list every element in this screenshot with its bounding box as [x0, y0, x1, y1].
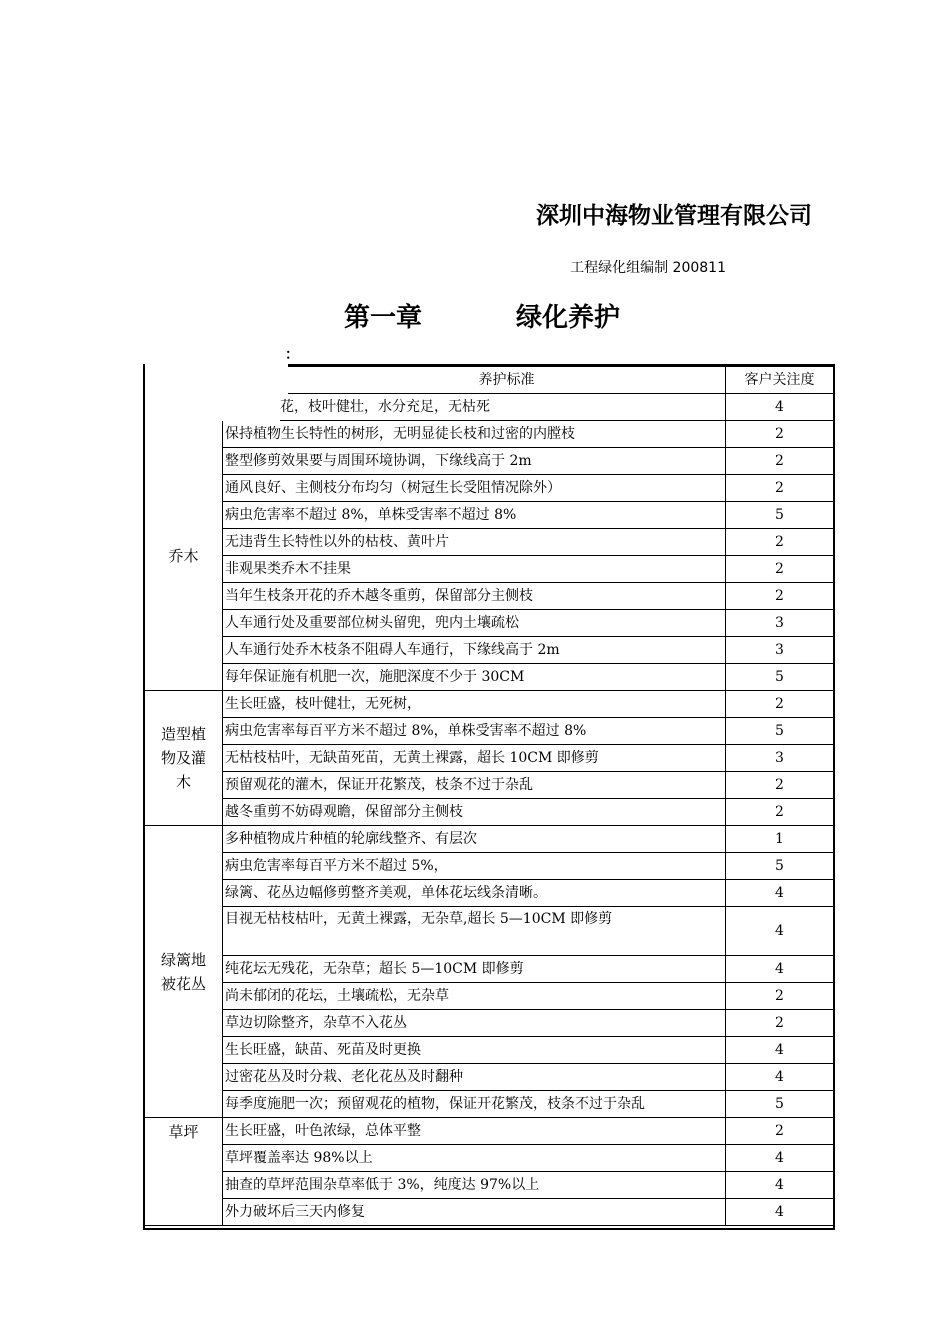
standard-cell: 非观果类乔木不挂果	[223, 556, 726, 582]
table-row	[223, 691, 833, 718]
column-header-attention: 客户关注度	[726, 367, 833, 394]
category-cell: 造型植物及灌木	[145, 691, 223, 826]
attention-cell: 2	[775, 561, 784, 577]
attention-cell: 5	[775, 858, 784, 874]
table-row	[223, 421, 833, 448]
table-row	[223, 502, 833, 529]
table-right-border	[833, 364, 835, 1230]
table-row	[223, 448, 833, 475]
attention-cell: 2	[775, 696, 784, 712]
attention-cell: 3	[775, 750, 784, 766]
attention-cell: 4	[775, 1042, 784, 1058]
standard-cell: 每年保证施有机肥一次，施肥深度不少于 30CM	[223, 664, 726, 690]
standard-cell: 人车通行处乔木枝条不阻碍人车通行，下缘线高于 2m	[223, 637, 726, 663]
compiler-note: 工程绿化组编制 200811	[570, 260, 726, 276]
standard-cell: 目视无枯枝枯叶，无黄土裸露，无杂草,超长 5—10CM 即修剪	[223, 907, 726, 955]
table-bottom-border	[143, 1228, 835, 1230]
first-row-standard: 花，枝叶健壮，水分充足，无枯死	[280, 394, 726, 421]
attention-cell: 4	[775, 923, 784, 939]
table-row	[223, 983, 833, 1010]
table-row	[223, 637, 833, 664]
table-row	[223, 799, 833, 826]
table-row	[223, 826, 833, 853]
table-row	[223, 956, 833, 983]
table-row	[223, 529, 833, 556]
table-row	[223, 1064, 833, 1091]
table-row	[223, 664, 833, 691]
category-cell: 绿篱地被花丛	[145, 826, 223, 1118]
first-row-attention: 4	[726, 394, 833, 421]
table-row	[223, 583, 833, 610]
attention-cell: 4	[775, 1150, 784, 1166]
standard-cell: 纯花坛无残花，无杂草；超长 5—10CM 即修剪	[223, 956, 726, 982]
attention-cell: 4	[775, 1204, 784, 1220]
table-row	[223, 610, 833, 637]
attention-cell: 4	[775, 961, 784, 977]
standard-cell: 多种植物成片种植的轮廓线整齐、有层次	[223, 826, 726, 852]
table-row	[223, 1145, 833, 1172]
section-colon: ：	[285, 347, 299, 363]
attention-cell: 3	[775, 642, 784, 658]
attention-cell: 2	[775, 480, 784, 496]
column-header-standard: 养护标准	[288, 367, 726, 394]
attention-cell: 3	[775, 615, 784, 631]
category-cell: 乔木	[145, 421, 223, 691]
standard-cell: 病虫危害率每百平方米不超过 5%，	[223, 853, 726, 879]
attention-cell: 4	[775, 1177, 784, 1193]
table-row	[223, 1091, 833, 1118]
standard-cell: 外力破坏后三天内修复	[223, 1199, 726, 1225]
chapter-title: 绿化养护	[516, 303, 621, 333]
table-row	[223, 853, 833, 880]
table-row	[223, 772, 833, 799]
chapter-heading	[344, 298, 620, 338]
standard-cell: 抽查的草坪范围杂草率低于 3%，纯度达 97%以上	[223, 1172, 726, 1198]
table-row	[223, 745, 833, 772]
standard-cell: 整型修剪效果要与周围环境协调，下缘线高于 2m	[223, 448, 726, 474]
company-name: 深圳中海物业管理有限公司	[536, 203, 812, 229]
attention-cell: 2	[775, 453, 784, 469]
standard-cell: 生长旺盛，叶色浓绿，总体平整	[223, 1118, 726, 1144]
standard-cell: 当年生枝条开花的乔木越冬重剪，保留部分主侧枝	[223, 583, 726, 609]
standard-cell: 预留观花的灌木，保证开花繁茂，枝条不过于杂乱	[223, 772, 726, 798]
table-row	[223, 1172, 833, 1199]
table-row	[223, 1199, 833, 1226]
attention-cell: 5	[775, 507, 784, 523]
table-row	[223, 1118, 833, 1145]
standard-cell: 过密花丛及时分栽、老化花丛及时翻种	[223, 1064, 726, 1090]
standard-cell: 草坪覆盖率达 98%以上	[223, 1145, 726, 1171]
standard-cell: 无违背生长特性以外的枯枝、黄叶片	[223, 529, 726, 555]
attention-cell: 5	[775, 669, 784, 685]
chapter-number: 第一章	[344, 303, 423, 333]
attention-cell: 2	[775, 426, 784, 442]
standard-cell: 绿篱、花丛边幅修剪整齐美观，单体花坛线条清晰。	[223, 880, 726, 906]
standard-cell: 生长旺盛，枝叶健壮，无死树，	[223, 691, 726, 717]
category-cell: 草坪	[145, 1118, 223, 1226]
attention-cell: 5	[775, 723, 784, 739]
standard-cell: 生长旺盛，缺苗、死苗及时更换	[223, 1037, 726, 1063]
standard-cell: 草边切除整齐，杂草不入花丛	[223, 1010, 726, 1036]
table-row	[223, 907, 833, 956]
attention-cell: 4	[775, 885, 784, 901]
standard-cell: 尚未郁闭的花坛，土壤疏松，无杂草	[223, 983, 726, 1009]
attention-cell: 2	[775, 777, 784, 793]
table-row	[223, 718, 833, 745]
attention-cell: 5	[775, 1096, 784, 1112]
attention-cell: 2	[775, 988, 784, 1004]
table-row	[223, 1010, 833, 1037]
standard-cell: 病虫危害率不超过 8%，单株受害率不超过 8%	[223, 502, 726, 528]
attention-cell: 2	[775, 588, 784, 604]
attention-cell: 1	[775, 831, 784, 847]
attention-cell: 2	[775, 1015, 784, 1031]
standard-cell: 通风良好、主侧枝分布均匀（树冠生长受阻情况除外）	[223, 475, 726, 501]
table-row	[223, 1037, 833, 1064]
table-row	[223, 556, 833, 583]
attention-cell: 2	[775, 534, 784, 550]
table-row	[223, 880, 833, 907]
standard-cell: 人车通行处及重要部位树头留兜，兜内土壤疏松	[223, 610, 726, 636]
standard-cell: 无枯枝枯叶，无缺苗死苗，无黄土裸露，超长 10CM 即修剪	[223, 745, 726, 771]
standard-cell: 每季度施肥一次；预留观花的植物，保证开花繁茂，枝条不过于杂乱	[223, 1091, 726, 1117]
attention-cell: 4	[775, 1069, 784, 1085]
attention-cell: 2	[775, 804, 784, 820]
table-row	[223, 475, 833, 502]
attention-cell: 2	[775, 1123, 784, 1139]
standard-cell: 越冬重剪不妨碍观瞻，保留部分主侧枝	[223, 799, 726, 825]
standard-cell: 保持植物生长特性的树形，无明显徒长枝和过密的内膛枝	[223, 421, 726, 447]
standard-cell: 病虫危害率每百平方米不超过 8%，单株受害率不超过 8%	[223, 718, 726, 744]
